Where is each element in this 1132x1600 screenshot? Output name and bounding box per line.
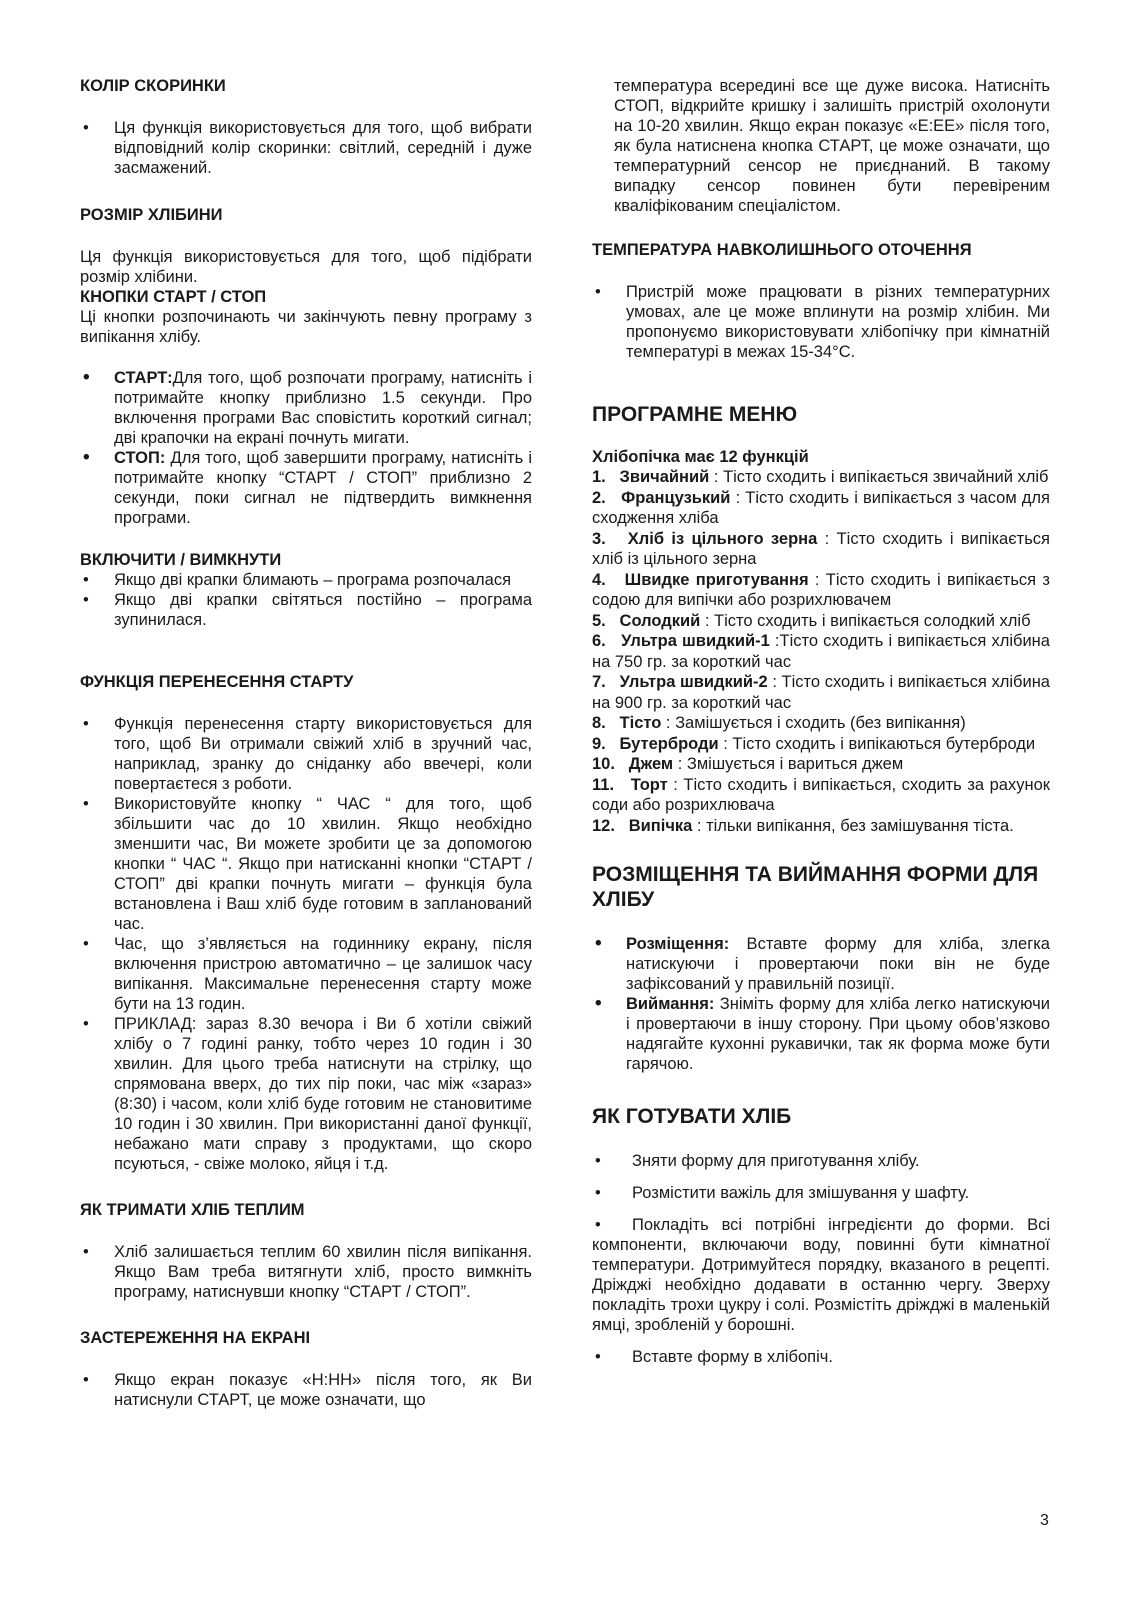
function-description: : Змішується і вариться джем (673, 755, 904, 773)
function-item (592, 631, 1050, 672)
function-number: 9. (592, 734, 606, 753)
function-item (592, 754, 1050, 775)
crust-color-bullet: • Ця функція використовується для того, щоб вибрати відповідний колір скоринки: світлий, середній і дуже засмажений. (80, 118, 532, 178)
function-number: 8. (592, 714, 606, 732)
delay-bullet-4: • ПРИКЛАД: зараз 8.30 вечора і Ви б хотіли свіжий хлібу о 7 годині ранку, тобто через 10 годин і 30 хвилин. Для цього треба натиснути на стрілку, що спрямована вверх, до тих пір поки, час між «зараз» (8:30) і часом, коли хліб буде готовим не становитиме 10 годин і 30 хвилин. При використанні даної функції, небажано мати справу з продуктами, що скоро псуються, - свіже молоко, яйця і т.д. (80, 1014, 532, 1174)
how-to-bullet-3-text: Покладіть всі потрібні інгредієнти до форми. Всі компоненти, включаючи воду, повинні бути кімнатної температури. Дотримуйтеся порядку, вказаного в рецепті. Дріжджі необхідно додавати в останню чергу. Зверху покладіть трохи цукру і солі. Розмістіть дріжджі в маленькій ямці, зробленій у борошні. (592, 1216, 1050, 1334)
heading-ambient-temperature: ТЕМПЕРАТУРА НАВКОЛИШНЬОГО ОТОЧЕННЯ (592, 241, 972, 259)
function-number: 12. (592, 816, 615, 835)
function-description: : Тісто сходить і випікаються бутерброди (718, 734, 1036, 753)
function-item (592, 816, 1050, 837)
on-off-bullet-2: • Якщо дві крапки світяться постійно – програма зупинилася. (80, 590, 532, 630)
heading-delay-start: ФУНКЦІЯ ПЕРЕНЕСЕННЯ СТАРТУ (80, 673, 354, 691)
function-item (592, 672, 1050, 713)
function-number: 1. (592, 468, 606, 486)
function-item (592, 570, 1050, 611)
function-description: :Тісто сходить і випікається хлібина на 750 гр. за короткий час (592, 632, 1050, 671)
function-number: 5. (592, 611, 606, 630)
function-description: : Тісто сходить і випікається з часом для сходження хліба (592, 488, 1050, 527)
heading-on-off: ВКЛЮЧИТИ / ВИМКНУТИ (80, 551, 282, 569)
function-description: : Тісто сходить і випікається солодкий хліб (700, 611, 1031, 630)
stop-bullet (80, 448, 532, 528)
heading-keep-warm: ЯК ТРИМАТИ ХЛІБ ТЕПЛИМ (80, 1201, 305, 1219)
right-column (592, 76, 1050, 1367)
function-description: : Тісто сходить і випікається, сходить за рахунок соди або розрихлювача (592, 775, 1050, 814)
how-to-bullet-2: • Розмістити важіль для змішування у шафту. (592, 1183, 1050, 1203)
function-name: Тісто (619, 714, 662, 732)
function-name: Швидке приготування (624, 570, 809, 589)
delay-bullet-3: • Час, що з’являється на годиннику екрану, після включення пристрою автоматично – це залишок часу випікання. Максимальне перенесення старту може бути на 13 годин. (80, 934, 532, 1014)
function-description: : Замішується і сходить (без випікання) (661, 714, 966, 732)
pan-remove-bullet (592, 994, 1050, 1074)
function-name: Хліб із цільного зерна (627, 529, 818, 548)
page-number: 3 (1040, 1512, 1049, 1529)
delay-bullet-2: • Використовуйте кнопку “ ЧАС “ для того, щоб збільшити час до 10 хвилин. Якщо необхідно зменшити час, Ви можете зробити це за допомогою кнопки “ ЧАС “. Якщо при натисканні кнопки “СТАРТ / СТОП” дві крапки почнуть мигати – функція була встановлена і Ваш хліб буде готовим в запланований час. (80, 794, 532, 934)
function-description: : Тісто сходить і випікається з содою для випічки або розрихлювачем (592, 570, 1050, 609)
how-to-bullet-1: • Зняти форму для приготування хлібу. (592, 1151, 1050, 1171)
how-to-bullet-3 (592, 1215, 1050, 1335)
function-description: : Тісто сходить і випікається хліб із цільного зерна (592, 529, 1050, 568)
keep-warm-bullet: • Хліб залишається теплим 60 хвилин після випікання. Якщо Вам треба витягнути хліб, просто вимкніть програму, натиснувши кнопку “СТАРТ / СТОП”. (80, 1242, 532, 1302)
heading-loaf-size: РОЗМІР ХЛІБИНИ (80, 206, 223, 224)
function-item (592, 529, 1050, 570)
function-number: 10. (592, 755, 615, 773)
left-column (80, 76, 532, 1410)
ambient-temperature-bullet: • Пристрій може працювати в різних температурних умовах, але це може вплинути на розмір хлібин. Ми пропонуємо використовувати хлібопічку при кімнатній температурі в межах 15-34°C. (592, 282, 1050, 362)
heading-how-to-bake: ЯК ГОТУВАТИ ХЛІБ (592, 1105, 792, 1128)
how-to-bullet-3-dot: • (595, 1216, 601, 1234)
screen-warning-bullet: • Якщо екран показує «Н:НН» після того, як Ви натиснули СТАРТ, це може означати, що (80, 1370, 532, 1410)
function-name: Джем (628, 755, 674, 773)
function-description: : Тісто сходить і випікається хлібина на 900 гр. за короткий час (592, 673, 1050, 712)
function-name: Бутерброди (619, 734, 719, 753)
how-to-bullet-4: • Вставте форму в хлібопіч. (592, 1347, 1050, 1367)
function-item (592, 775, 1050, 816)
function-description: : тільки випікання, без замішування тіста. (692, 816, 1014, 835)
function-name: Випічка (628, 816, 693, 835)
function-name: Ультра швидкий-2 (619, 673, 768, 691)
start-label: СТАРТ: (114, 369, 173, 387)
function-name: Звичайний (619, 468, 710, 486)
heading-program-menu: ПРОГРАМНЕ МЕНЮ (592, 403, 798, 426)
function-number: 6. (592, 632, 606, 650)
function-item (592, 734, 1050, 755)
function-number: 2. (592, 488, 606, 507)
function-item (592, 488, 1050, 529)
function-name: Ультра швидкий-1 (621, 632, 770, 650)
start-bullet (80, 368, 532, 448)
stop-label: СТОП: (114, 449, 166, 467)
function-item (592, 467, 1050, 488)
function-number: 4. (592, 570, 606, 589)
heading-pan-placement: РОЗМІЩЕННЯ ТА ВИЙМАННЯ ФОРМИ ДЛЯ ХЛІБУ (592, 863, 1039, 911)
function-item (592, 713, 1050, 734)
function-number: 7. (592, 673, 606, 691)
pan-remove-text: Зніміть форму для хліба легко натискуючи і провертаючи в іншу сторону. При цьому обов’язково надягайте кухонні рукавички, так як форма може бути гарячою. (626, 995, 1050, 1073)
function-number: 3. (592, 529, 606, 548)
start-text: Для того, щоб розпочати програму, натисніть і потримайте кнопку приблизно 1.5 секунди. Про включення програми Вас сповістить короткий сигнал; дві крапочки на екрані почнуть мигати. (114, 369, 532, 447)
heading-start-stop: КНОПКИ СТАРТ / СТОП (80, 288, 267, 306)
screen-warning-continued: температура всередині все ще дуже висока. Натисніть СТОП, відкрийте кришку і залишіть пристрій охолонути на 10-20 хвилин. Якщо екран показує «Е:ЕЕ» після того, як була натиснена кнопка СТАРТ, це може означати, що температурний сенсор не приєднаний. В такому випадку сенсор повинен бути перевіреним кваліфікованим спеціалістом. (614, 77, 1050, 215)
pan-place-label: Розміщення: (626, 935, 730, 953)
loaf-size-text: Ця функція використовується для того, щоб підібрати розмір хлібини. (80, 248, 532, 286)
function-name: Французький (621, 488, 731, 507)
pan-place-text: Вставте форму для хліба, злегка натискуючи і провертаючи поки він не буде зафіксований у правильній позиції. (626, 935, 1050, 993)
start-stop-text: Ці кнопки розпочинають чи закінчують певну програму з випікання хлібу. (80, 308, 532, 346)
stop-text: Для того, щоб завершити програму, натисніть і потримайте кнопку “СТАРТ / СТОП” приблизно 2 секунди, поки сигнал не підтвердить вимкнення програми. (114, 449, 532, 527)
function-item (592, 611, 1050, 632)
menu-intro: Хлібопічка має 12 функцій (592, 448, 809, 466)
heading-screen-warnings: ЗАСТЕРЕЖЕННЯ НА ЕКРАНІ (80, 1329, 311, 1347)
delay-bullet-1: • Функція перенесення старту використовується для того, щоб Ви отримали свіжий хліб в зручний час, наприклад, зранку до сніданку або ввечері, коли повертаєтеся з роботи. (80, 714, 532, 794)
function-number: 11. (592, 775, 615, 794)
on-off-bullet-1: • Якщо дві крапки блимають – програма розпочалася (80, 570, 532, 590)
function-description: : Тісто сходить і випікається звичайний хліб (709, 468, 1049, 486)
functions-list (592, 467, 1050, 836)
pan-remove-label: Виймання: (626, 995, 715, 1013)
heading-crust-color: КОЛІР СКОРИНКИ (80, 77, 226, 95)
function-name: Солодкий (619, 611, 701, 630)
function-name: Торт (630, 775, 668, 794)
pan-place-bullet (592, 934, 1050, 994)
